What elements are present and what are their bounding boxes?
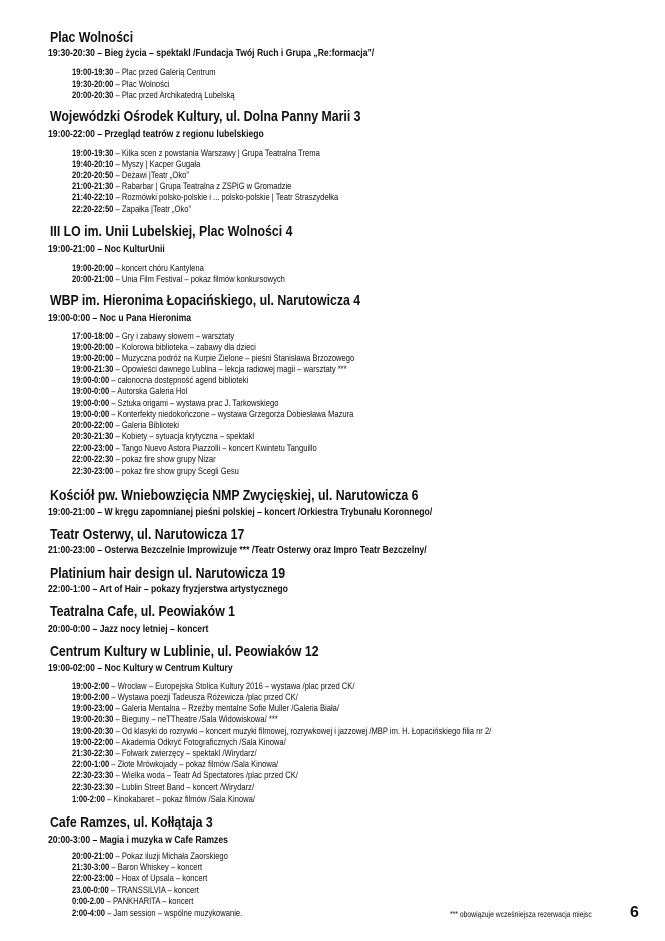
event-description: – Pokaz iluzji Michała Zaorskiego (115, 851, 228, 862)
venue-heading: Kościół pw. Wniebowzięcia NMP Zwycięskiej, ul. Narutowicza 6 (50, 487, 419, 504)
event-item (72, 365, 347, 375)
venue-heading: Teatralna Cafe, ul. Peowiaków 1 (50, 603, 236, 620)
event-description: – TRANSSILVIA – koncert (110, 885, 199, 896)
event-description: – Gry i zabawy słowem – warsztaty (115, 331, 235, 342)
venue-heading: Wojewódzki Ośrodek Kultury, ul. Dolna Panny Marii 3 (50, 108, 361, 125)
event-time: 19:00-20:00 (72, 353, 114, 364)
event-time: 2:00-4:00 (72, 908, 105, 919)
event-description: – Plac Wolności (115, 79, 170, 90)
event-item (72, 343, 256, 353)
event-description: – Złote Mrówkojady – pokaz filmów /Sala Kinowa/ (111, 759, 279, 770)
venue-heading: Cafe Ramzes, ul. Kołłątaja 3 (50, 814, 213, 831)
event-description: – Galeria Biblioteki (115, 420, 179, 431)
event-item (72, 354, 354, 364)
event-description: – Zapałka |Teatr „Oko” (115, 204, 191, 215)
event-item (72, 205, 191, 215)
event-time: 19:00-19:30 (72, 67, 114, 78)
event-time: 23.00-0:00 (72, 885, 109, 896)
event-time: 19:00-0:00 (72, 386, 110, 397)
main-event: 21:00-23:00 – Osterwa Bezczelnie Improwizuje *** /Teatr Osterwy oraz Impro Teatr Bezczelny/ (48, 544, 427, 556)
event-item (72, 727, 491, 737)
event-description: – Galeria Mentalna – Rzeźby mentalne Sofie Muller /Galeria Biała/ (115, 703, 340, 714)
event-item (72, 432, 254, 442)
event-description: – Jam session – wspólne muzykowanie. (107, 908, 243, 919)
event-time: 19:30-20:00 (72, 79, 114, 90)
event-description: – Lublin Street Band – koncert /Wirydarz/ (115, 782, 255, 793)
event-item (72, 193, 338, 203)
event-item (72, 80, 169, 90)
event-description: – Wielka woda – Teatr Ad Spectatores /plac przed CK/ (115, 770, 298, 781)
event-item (72, 771, 298, 781)
event-time: 19:00-21:30 (72, 364, 114, 375)
event-description: – koncert chóru Kantylena (115, 263, 204, 274)
main-event: 19:00-22:00 – Przegląd teatrów z regionu lubelskiego (48, 128, 264, 140)
event-item (72, 738, 286, 748)
main-event: 19:00-02:00 – Noc Kultury w Centrum Kultury (48, 662, 233, 674)
event-item (72, 410, 353, 420)
event-time: 20:30-21:30 (72, 431, 114, 442)
event-time: 19:00-2:00 (72, 681, 110, 692)
event-time: 19:00-0:00 (72, 375, 110, 386)
event-time: 20:00-22:00 (72, 420, 114, 431)
event-item (72, 874, 207, 884)
event-time: 20:00-21:00 (72, 851, 114, 862)
event-description: – Bieguny – neTTheatre /Sala Widowiskowa/ *** (115, 714, 278, 725)
main-event: 20:00-3:00 – Magia i muzyka w Cafe Ramzes (48, 834, 228, 846)
event-description: – Kobiety – sytuacja krytyczna – spektakl (115, 431, 255, 442)
event-time: 22:00-22:30 (72, 454, 114, 465)
event-time: 21:40-22:10 (72, 192, 114, 203)
event-item (72, 682, 354, 692)
venue-heading: WBP im. Hieronima Łopacińskiego, ul. Narutowicza 4 (50, 292, 361, 309)
event-description: – Rabarbar | Grupa Teatralna z ZSPiG w Gromadzie (115, 181, 292, 192)
event-item (72, 704, 339, 714)
event-description: – Tango Nuevo Astora Piazzolli – koncert Kwintetu Tanguillo (115, 443, 317, 454)
event-description: – Wystawa poezji Tadeusza Różewicza /plac przed CK/ (111, 692, 298, 703)
event-description: – Kolorowa biblioteka – zabawy dla dzieci (115, 342, 256, 353)
event-time: 22:30-23:00 (72, 466, 114, 477)
event-item (72, 444, 317, 454)
event-item (72, 387, 187, 397)
event-time: 19:00-0:00 (72, 398, 110, 409)
event-time: 20:00-20:30 (72, 90, 114, 101)
main-event: 19:00-21:00 – W kręgu zapomnianej pieśni polskiej – koncert /Orkiestra Trybunału Koronnego/ (48, 506, 433, 518)
venue-heading: Teatr Osterwy, ul. Narutowicza 17 (50, 526, 245, 543)
event-description: – Kilka scen z powstania Warszawy | Grupa Teatralna Trema (115, 148, 320, 159)
event-description: – całonocna dostępność agend biblioteki (111, 375, 249, 386)
main-event: 19:00-21:00 – Noc KulturUnii (48, 243, 165, 255)
event-description: – Od klasyki do rozrywki – koncert muzyki filmowej, rozrywkowej i jazzowej /MBP im. H. Łopacińskiego filia nr 2/ (115, 726, 492, 737)
event-item (72, 886, 199, 896)
event-time: 22:30-23:30 (72, 770, 114, 781)
event-item (72, 909, 242, 919)
event-description: – Sztuka origami – wystawa prac J. Tarkowskiego (111, 398, 279, 409)
event-description: – Plac przed Archikatedrą Lubelską (115, 90, 235, 101)
event-description: – Hoax of Upsala – koncert (115, 873, 208, 884)
event-item (72, 275, 285, 285)
event-time: 19:00-23:00 (72, 703, 114, 714)
event-time: 19:00-20:30 (72, 714, 114, 725)
event-time: 19:00-19:30 (72, 148, 114, 159)
event-item (72, 399, 278, 409)
event-description: – Rozmówki polsko-polskie i ... polsko-polskie | Teatr Straszydełka (115, 192, 339, 203)
venue-heading: III LO im. Unii Lubelskiej, Plac Wolności 4 (50, 223, 293, 240)
event-item (72, 171, 189, 181)
event-item (72, 376, 248, 386)
event-time: 19:00-20:00 (72, 342, 114, 353)
event-description: – Autorska Galeria Hol (111, 386, 188, 397)
event-item (72, 332, 234, 342)
event-item (72, 749, 257, 759)
event-time: 21:00-21:30 (72, 181, 114, 192)
event-description: – Kinokabaret – pokaz filmów /Sala Kinowa/ (107, 794, 255, 805)
event-time: 19:00-22:00 (72, 737, 114, 748)
event-description: – Opowieści dawnego Lublina – lekcja radiowej magii – warsztaty *** (115, 364, 347, 375)
event-time: 17:00-18:00 (72, 331, 114, 342)
event-time: 19:00-0:00 (72, 409, 110, 420)
event-description: – Deżawi |Teatr „Oko” (115, 170, 189, 181)
event-description: – pokaz fire show grupy Nizar (115, 454, 216, 465)
event-time: 22:00-23:00 (72, 873, 114, 884)
event-description: – Folwark zwierzęcy – spektakl /Wirydarz/ (115, 748, 257, 759)
main-event: 19:00-0:00 – Noc u Pana Hieronima (48, 312, 192, 324)
event-description: – Unia Film Festival – pokaz filmów konkursowych (115, 274, 285, 285)
main-event: 20:00-0:00 – Jazz nocy letniej – koncert (48, 623, 209, 635)
event-description: – PANKHARITA – koncert (106, 896, 194, 907)
footnote: *** obowiązuje wcześniejsza rezerwacja miejsc (450, 909, 592, 919)
main-event: 22:00-1:00 – Art of Hair – pokazy fryzjerstwa artystycznego (48, 583, 288, 595)
event-item (72, 68, 216, 78)
venue-heading: Platinium hair design ul. Narutowicza 19 (50, 565, 286, 582)
page-number: 6 (630, 904, 639, 921)
event-time: 22:30-23:30 (72, 782, 114, 793)
event-time: 21:30-22:30 (72, 748, 114, 759)
event-item (72, 795, 255, 805)
event-time: 19:00-20:30 (72, 726, 114, 737)
event-item (72, 264, 204, 274)
event-description: – Myszy | Kacper Gugała (115, 159, 201, 170)
event-time: 19:00-2:00 (72, 692, 110, 703)
event-time: 21:30-3:00 (72, 862, 110, 873)
event-time: 20:00-21:00 (72, 274, 114, 285)
event-description: – Muzyczna podróż na Kurpie Zielone – pieśni Stanisława Brzozowego (115, 353, 355, 364)
venue-heading: Plac Wolności (50, 29, 134, 46)
event-time: 22:00-23:00 (72, 443, 114, 454)
event-time: 19:40-20:10 (72, 159, 114, 170)
event-item (72, 455, 216, 465)
event-description: – Akademia Odkryć Fotograficznych /Sala Kinowa/ (115, 737, 286, 748)
event-description: – Konterfekty niedokończone – wystawa Grzegorza Dobiesława Mazura (111, 409, 354, 420)
main-event: 19:30-20:30 – Bieg życia – spektakl /Fundacja Twój Ruch i Grupa „Re:formacja”/ (48, 47, 375, 59)
event-time: 19:00-20:00 (72, 263, 114, 274)
event-description: – Wrocław – Europejska Stolica Kultury 2016 – wystawa /plac przed CK/ (111, 681, 355, 692)
event-description: – pokaz fire show grupy Scegli Gesu (115, 466, 239, 477)
event-item (72, 863, 202, 873)
event-item (72, 760, 278, 770)
event-item (72, 160, 200, 170)
venue-heading: Centrum Kultury w Lublinie, ul. Peowiaków 12 (50, 643, 319, 660)
event-item (72, 693, 298, 703)
event-time: 0:00-2.00 (72, 896, 105, 907)
event-item (72, 182, 291, 192)
event-item (72, 149, 320, 159)
event-time: 20:20-20:50 (72, 170, 114, 181)
event-time: 22:20-22:50 (72, 204, 114, 215)
event-time: 22:00-1:00 (72, 759, 110, 770)
event-item (72, 421, 179, 431)
event-item (72, 783, 254, 793)
event-item (72, 715, 278, 725)
event-description: – Plac przed Galerią Centrum (115, 67, 216, 78)
event-item (72, 467, 239, 477)
event-item (72, 897, 193, 907)
event-time: 1:00-2:00 (72, 794, 105, 805)
event-item (72, 852, 228, 862)
event-item (72, 91, 235, 101)
event-description: – Baron Whiskey – koncert (111, 862, 203, 873)
